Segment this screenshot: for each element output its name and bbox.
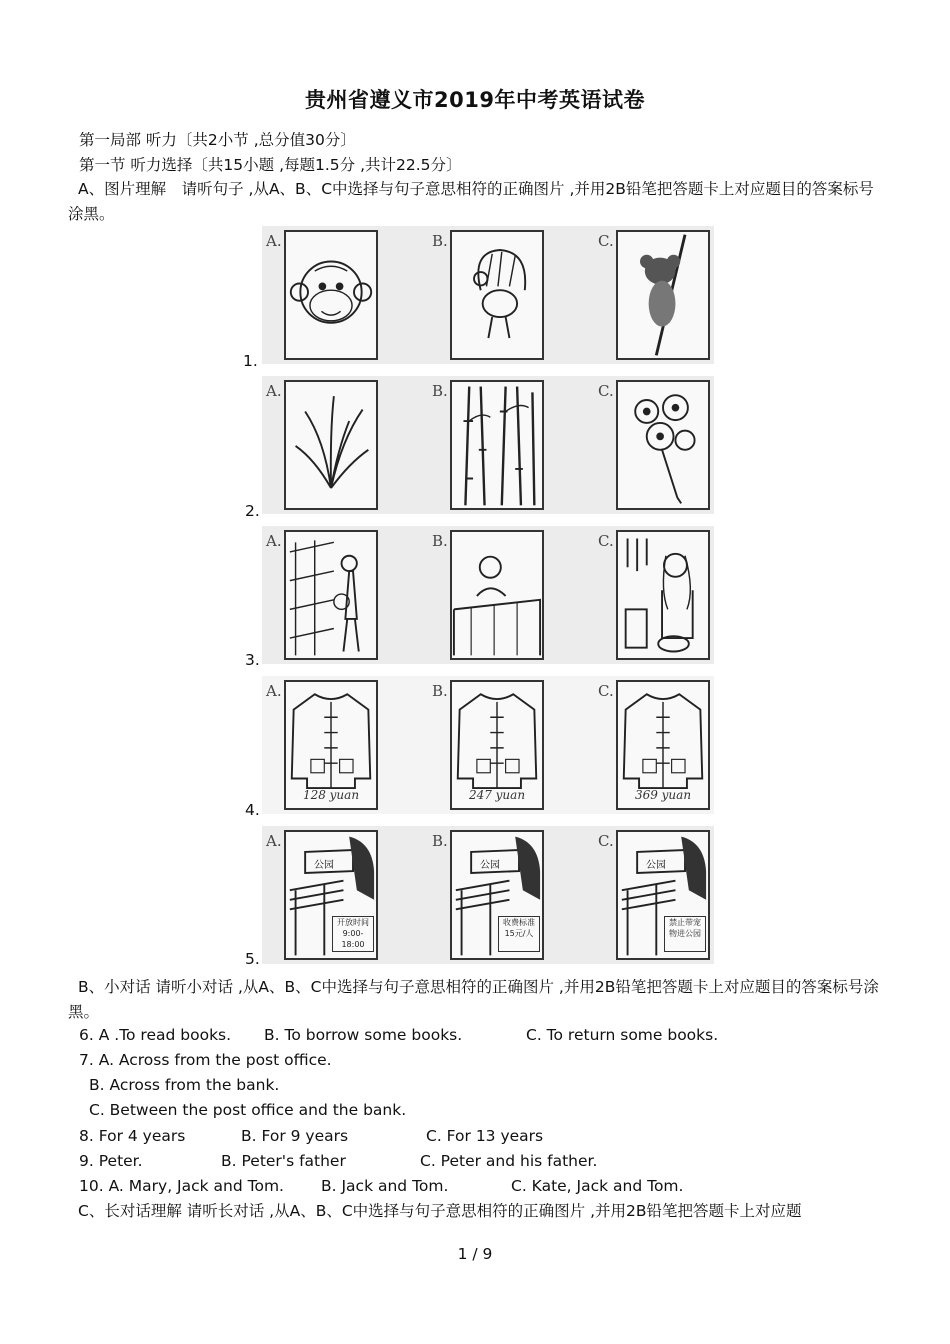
- option-a: [262, 376, 392, 514]
- option-label: B.: [432, 382, 448, 400]
- part1-heading: 第一局部 听力〔共2小节 ,总分值30分〕: [79, 131, 356, 149]
- question-6: [79, 1026, 719, 1044]
- sign-line-2: 物进公园: [669, 929, 701, 938]
- counter-icon: [452, 532, 542, 658]
- option-label: B.: [432, 832, 448, 850]
- question-8-option-c: C. For 13 years: [426, 1127, 544, 1145]
- picture-frame: [284, 530, 378, 660]
- section-b-instruction: B、小对话 请听小对话 ,从A、B、C中选择与句子意思相符的正确图片 ,并用2B铅笔把答题卡上对应题目的答案标号涂黑。: [68, 978, 879, 1021]
- option-label: C.: [598, 532, 614, 550]
- turkey-icon: [452, 232, 542, 358]
- shop-icon: [286, 532, 376, 658]
- picture-frame: [450, 680, 544, 810]
- bamboo-icon: [452, 382, 542, 508]
- page-number: 1 / 9: [457, 1245, 493, 1263]
- question-10: [79, 1177, 684, 1195]
- question-4-number: 4.: [245, 801, 260, 819]
- section1-heading: 第一节 听力选择〔共15小题 ,每题1.5分 ,共计22.5分〕: [79, 156, 462, 174]
- option-b: [428, 376, 558, 514]
- question-7-option-b: B. Across from the bank.: [89, 1076, 280, 1094]
- question-9-option-a: Peter.: [98, 1152, 143, 1170]
- option-c: [594, 526, 714, 664]
- question-7-option-c: C. Between the post office and the bank.: [89, 1101, 407, 1119]
- picture-frame: [284, 380, 378, 510]
- question-6-option-b: B. To borrow some books.: [264, 1026, 463, 1044]
- option-label: C.: [598, 232, 614, 250]
- picture-frame: [616, 380, 710, 510]
- sign-board: [332, 916, 374, 952]
- option-label: C.: [598, 382, 614, 400]
- question-1-number: 1.: [243, 352, 258, 370]
- picture-frame: [450, 380, 544, 510]
- question-7: [79, 1051, 332, 1069]
- question-8-option-b: B. For 9 years: [241, 1127, 349, 1145]
- option-c: [594, 376, 714, 514]
- sign-line-1: 收费标准: [503, 918, 535, 927]
- grass-icon: [286, 382, 376, 508]
- option-label: A.: [266, 682, 282, 700]
- question-4-images: [262, 676, 714, 814]
- option-label: B.: [432, 532, 448, 550]
- sign-line-1: 禁止带宠: [669, 918, 701, 927]
- flowers-icon: [618, 382, 708, 508]
- section-a-instruction: A、图片理解 请听句子 ,从A、B、C中选择与句子意思相符的正确图片 ,并用2B铅笔把答题卡上对应题目的答案标号涂黑。: [68, 180, 874, 223]
- option-b: [428, 226, 558, 364]
- page-title: 贵州省遵义市2019年中考英语试卷: [305, 88, 645, 112]
- question-8: [79, 1127, 544, 1145]
- question-5-images: [262, 826, 714, 964]
- monkey-icon: [286, 232, 376, 358]
- question-9-option-c: C. Peter and his father.: [420, 1152, 598, 1170]
- question-10-option-c: C. Kate, Jack and Tom.: [511, 1177, 684, 1195]
- question-6-option-a: A .To read books.: [98, 1026, 232, 1044]
- koala-icon: [618, 232, 708, 358]
- picture-frame: [616, 230, 710, 360]
- option-label: A.: [266, 532, 282, 550]
- question-6-number: 6.: [79, 1026, 94, 1044]
- option-b: [428, 526, 558, 664]
- sign-line-2: 9:00-18:00: [341, 929, 365, 949]
- section-c-instruction: C、长对话理解 请听长对话 ,从A、B、C中选择与句子意思相符的正确图片 ,并用2B铅笔把答题卡上对应题: [78, 1202, 802, 1220]
- option-label: C.: [598, 682, 614, 700]
- option-label: C.: [598, 832, 614, 850]
- option-a: [262, 676, 392, 814]
- option-b: [428, 676, 558, 814]
- park-label: 公园: [314, 860, 334, 871]
- kitchen-icon: [618, 532, 708, 658]
- question-10-option-b: B. Jack and Tom.: [321, 1177, 449, 1195]
- picture-frame: [450, 230, 544, 360]
- question-8-option-a: For 4 years: [98, 1127, 186, 1145]
- option-label: A.: [266, 232, 282, 250]
- option-label: A.: [266, 832, 282, 850]
- price-label: 128 yuan: [302, 788, 360, 802]
- question-7-option-a: A. Across from the post office.: [98, 1051, 332, 1069]
- price-label: 247 yuan: [468, 788, 526, 802]
- sign-line-2: 15元/人: [504, 929, 534, 938]
- question-1-images: [262, 226, 714, 364]
- option-a: [262, 526, 392, 664]
- picture-frame: [284, 680, 378, 810]
- picture-frame: [450, 530, 544, 660]
- question-10-option-a: A. Mary, Jack and Tom.: [108, 1177, 284, 1195]
- question-9: [79, 1152, 598, 1170]
- question-9-number: 9.: [79, 1152, 94, 1170]
- price-label: 369 yuan: [634, 788, 692, 802]
- question-3-images: [262, 526, 714, 664]
- option-b: [428, 826, 558, 964]
- question-7-number: 7.: [79, 1051, 94, 1069]
- park-label: 公园: [480, 860, 500, 871]
- question-3-number: 3.: [245, 651, 260, 669]
- question-6-option-c: C. To return some books.: [526, 1026, 719, 1044]
- option-a: [262, 826, 392, 964]
- question-2-number: 2.: [245, 502, 260, 520]
- option-c: [594, 826, 714, 964]
- picture-frame: [616, 830, 710, 960]
- question-10-number: 10.: [79, 1177, 104, 1195]
- picture-frame: [284, 830, 378, 960]
- question-9-option-b: B. Peter's father: [221, 1152, 346, 1170]
- question-5-number: 5.: [245, 950, 260, 968]
- picture-frame: [616, 680, 710, 810]
- option-label: A.: [266, 382, 282, 400]
- sign-line-1: 开放时间: [337, 918, 369, 927]
- picture-frame: [284, 230, 378, 360]
- question-8-number: 8.: [79, 1127, 94, 1145]
- option-c: [594, 676, 714, 814]
- picture-frame: [450, 830, 544, 960]
- sign-board: [664, 916, 706, 952]
- sign-board: [498, 916, 540, 952]
- option-c: [594, 226, 714, 364]
- question-2-images: [262, 376, 714, 514]
- option-label: B.: [432, 682, 448, 700]
- option-label: B.: [432, 232, 448, 250]
- option-a: [262, 226, 392, 364]
- picture-frame: [616, 530, 710, 660]
- park-label: 公园: [646, 860, 666, 871]
